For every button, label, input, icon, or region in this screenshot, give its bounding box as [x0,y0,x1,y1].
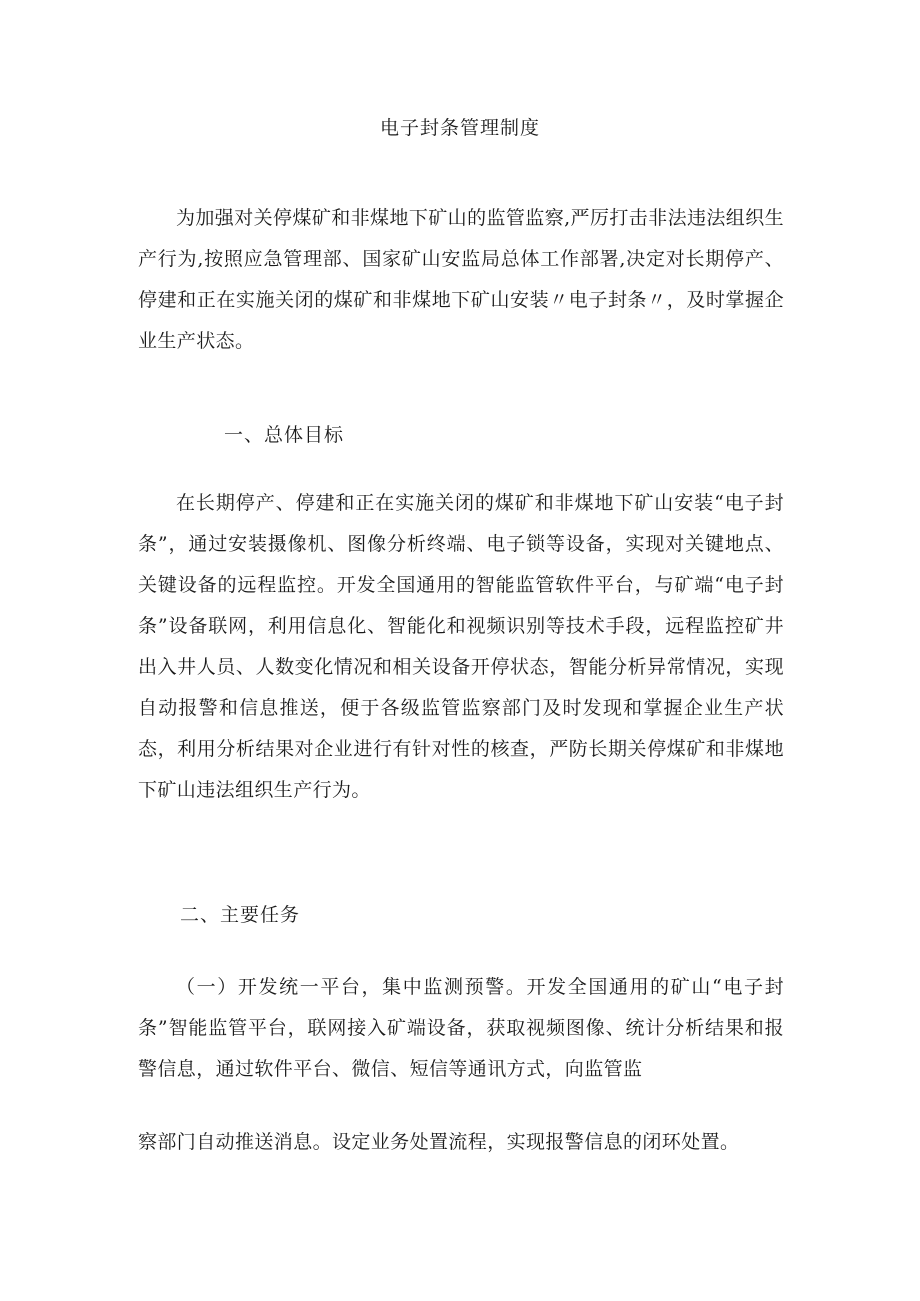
section-2-heading: 二、主要任务 [180,904,301,926]
document-title: 电子封条管理制度 [379,117,540,139]
section-2-item-1-paragraph: （一）开发统一平台，集中监测预警。开发全国通用的矿山“电子封条”智能监管平台，联网接入矿端设备，获取视频图像、统计分析结果和报警信息，通过软件平台、微信、短信等通讯方式，向监管监 [138,976,784,1080]
section-1-paragraph: 在长期停产、停建和正在实施关闭的煤矿和非煤地下矿山安装“电子封条”，通过安装摄像机、图像分析终端、电子锁等设备，实现对关键地点、关键设备的远程监控。开发全国通用的智能监管软件平台，与矿端“电子封条”设备联网，利用信息化、智能化和视频识别等技术手段，远程监控矿井出入井人员、人数变化情况和相关设备开停状态，智能分析异常情况，实现自动报警和信息推送，便于各级监管监察部门及时发现和掌握企业生产状态，利用分析结果对企业进行有针对性的核查，严防长期关停煤矿和非煤地下矿山违法组织生产行为。 [138,492,784,801]
section-2-item-1-continuation: 察部门自动推送消息。设定业务处置流程，实现报警信息的闭环处置。 [138,1131,740,1153]
section-1-heading: 一、总体目标 [224,424,345,446]
intro-paragraph: 为加强对关停煤矿和非煤地下矿山的监管监察,严厉打击非法违法组织生产行为,按照应急管理部、国家矿山安监局总体工作部署,决定对长期停产、停建和正在实施关闭的煤矿和非煤地下矿山安装〃电子封条〃，及时掌握企业生产状态。 [138,207,784,352]
